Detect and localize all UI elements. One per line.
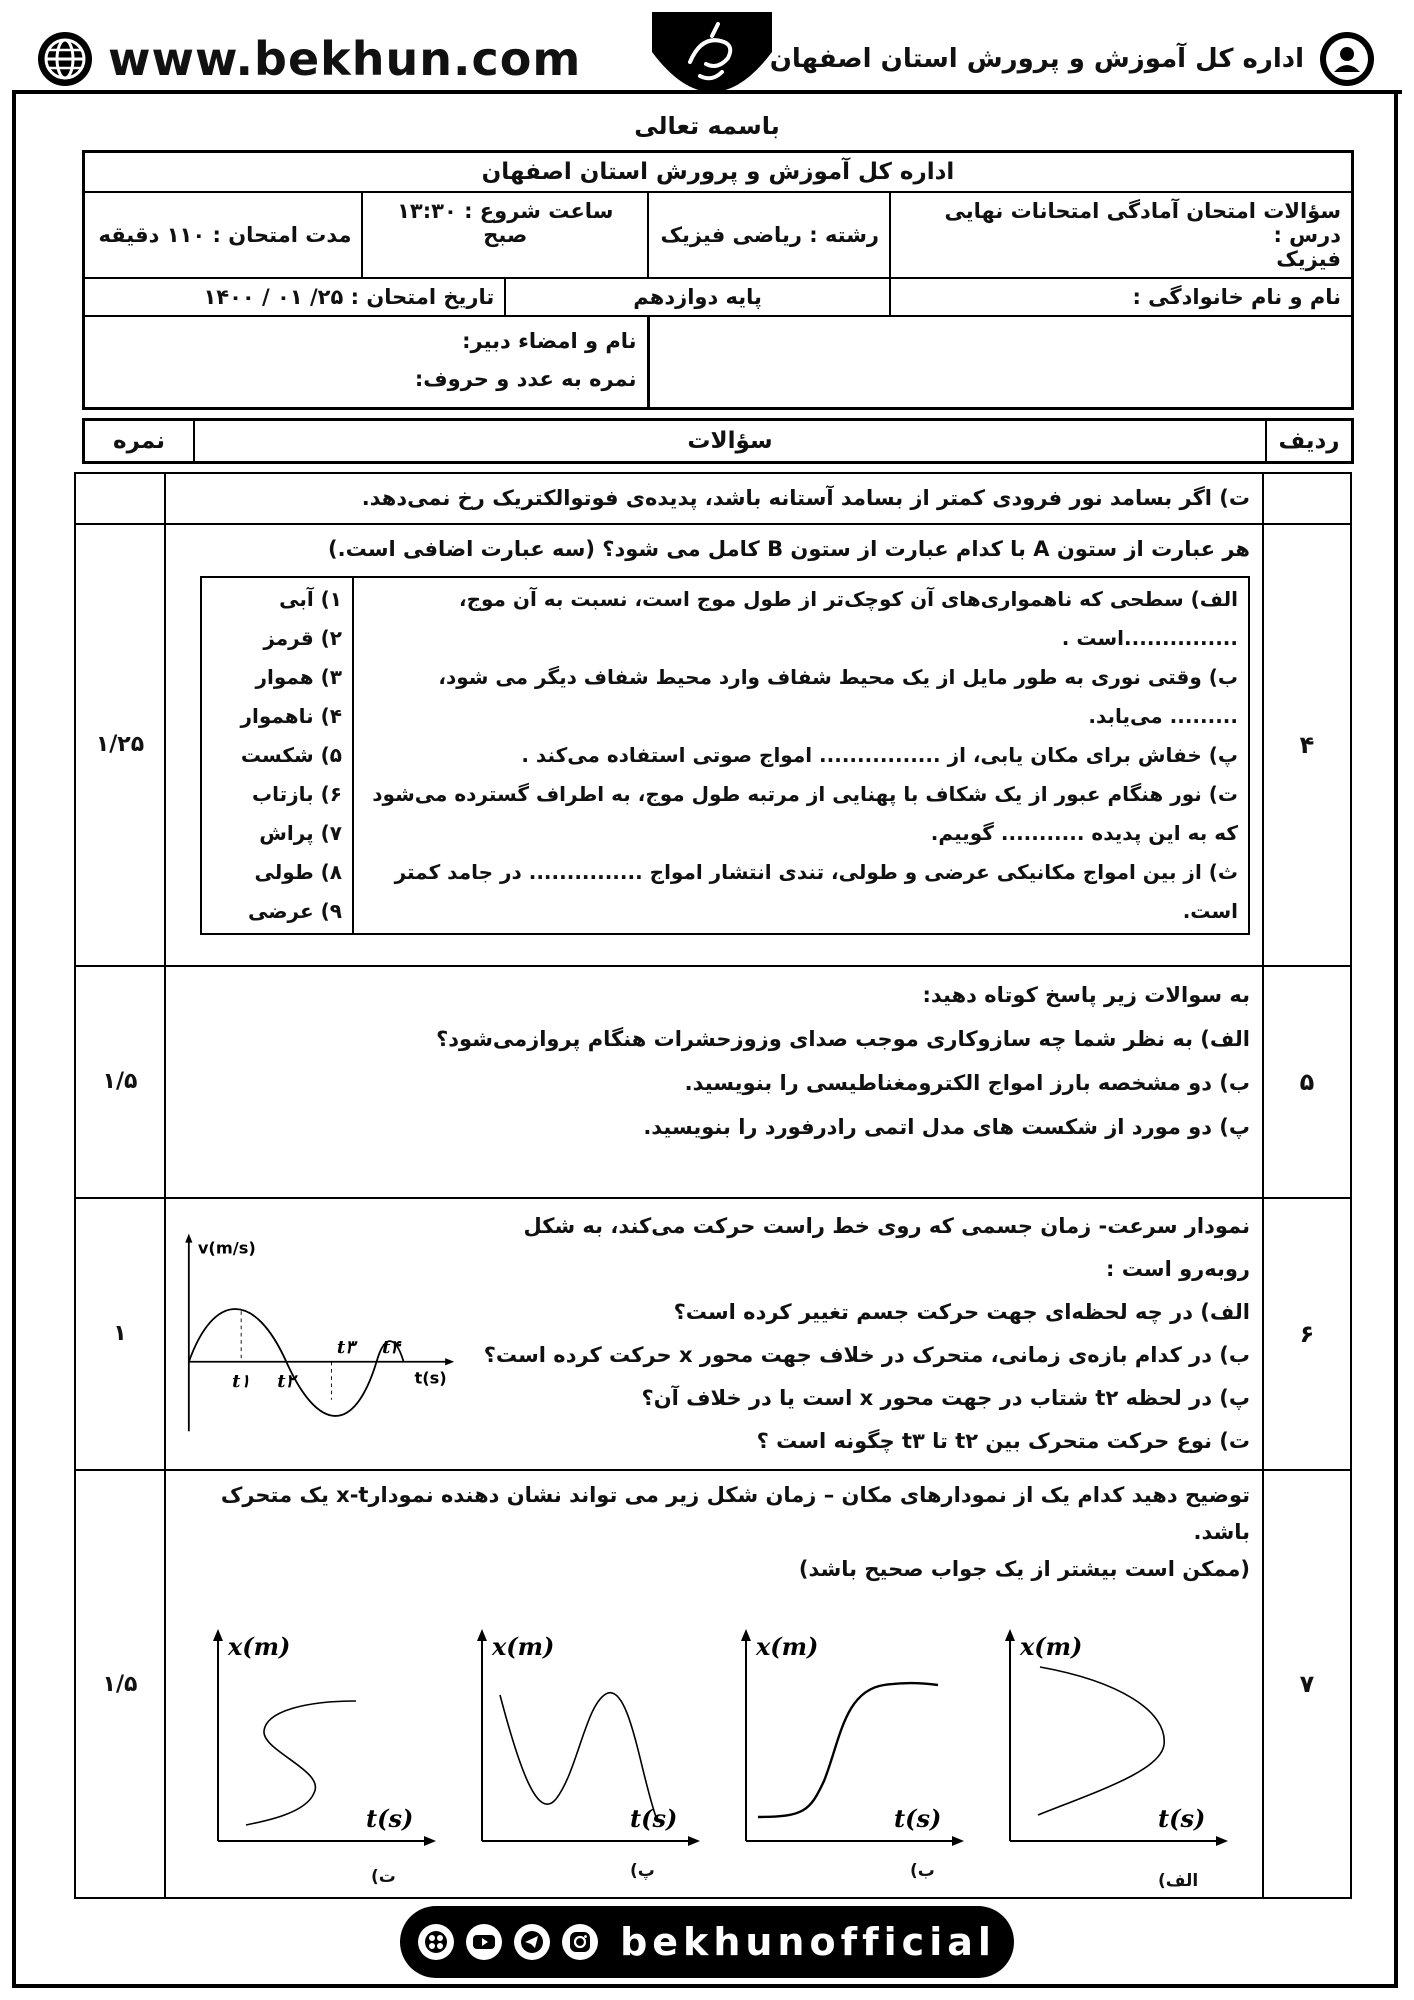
questions-header <box>82 418 1354 464</box>
bismillah-heading: باسمه تعالی <box>634 112 780 140</box>
velocity-time-graph <box>178 1217 458 1447</box>
q6-intro: نمودار سرعت- زمان جسمی که روی خط راست حرکت می‌کند، به شکل روبه‌رو است : <box>523 1213 1250 1281</box>
axis-y-label: x(m) <box>1020 1632 1083 1662</box>
t3-label: t۳ <box>336 1336 355 1358</box>
q6-item: الف) در چه لحظه‌ای جهت حرکت جسم تغییر کرده است؟ <box>673 1299 1250 1324</box>
q4-option: ۴) ناهموار <box>240 703 342 728</box>
q4-body <box>165 524 1263 966</box>
q4-option: ۵) شکست <box>240 742 342 767</box>
website-url[interactable]: www.bekhun.com <box>108 32 582 86</box>
q4-option: ۷) پراش <box>259 820 342 845</box>
axis-x-label: t(s) <box>1158 1804 1206 1834</box>
q6-number: ۶ <box>1263 1198 1351 1470</box>
q4-item: ت) نور هنگام عبور از یک شکاف با پهنایی از مرتبه طول موج، به اطراف گسترده می‌شود که به این پدیده ........... گوییم. <box>372 781 1238 845</box>
t-axis-arrow <box>445 1358 454 1365</box>
graph-option-alef <box>988 1621 1232 1891</box>
axis-y-label: x(m) <box>228 1632 291 1662</box>
graph-option-b <box>724 1621 968 1891</box>
q4-option: ۲) قرمز <box>263 625 342 650</box>
q4-matching-table <box>200 576 1250 935</box>
q4-item: ب) وقتی نوری به طور مایل از یک محیط شفاف وارد محیط شفاف دیگر می شود، ......... می‌یابد. <box>438 664 1238 728</box>
q7-graphs <box>178 1621 1250 1891</box>
q6-item: ب) در کدام بازه‌ی زمانی، متحرک در خلاف جهت محور x حرکت کرده است؟ <box>483 1342 1250 1367</box>
q6-text <box>458 1205 1250 1463</box>
website-block[interactable] <box>36 30 581 88</box>
row-score-blank <box>75 473 165 524</box>
q4-option: ۸) طولی <box>254 859 342 884</box>
t-axis-label: t(s) <box>414 1368 447 1388</box>
aparat-icon[interactable] <box>418 1924 454 1960</box>
course-label: سؤالات امتحان آمادگی امتحانات نهایی درس : <box>944 199 1341 247</box>
q4-item: پ) خفاش برای مکان یابی، از ................ امواج صوتی استفاده می‌کند . <box>521 742 1238 767</box>
office-title: اداره کل آموزش و پرورش استان اصفهان <box>769 44 1304 74</box>
v-axis-label: v(m/s) <box>197 1238 256 1258</box>
t2-label: t۲ <box>277 1370 296 1392</box>
q4-option: ۳) هموار <box>255 664 342 689</box>
column-questions: سؤالات <box>687 428 773 454</box>
start-label: ساعت شروع : <box>464 199 614 223</box>
q4-score: ۱/۲۵ <box>75 524 165 966</box>
top-banner <box>12 12 1402 94</box>
axis-y-label: x(m) <box>492 1632 555 1662</box>
q4-option: ۹) عرضی <box>248 898 342 923</box>
exam-header-table <box>82 150 1354 410</box>
footer-social-bar[interactable] <box>400 1906 1014 1978</box>
column-row: ردیف <box>1265 421 1351 461</box>
graph-option-p <box>460 1621 704 1891</box>
field-cell: رشته : ریاضی فیزیک <box>648 192 890 278</box>
q4-item: الف) سطحی که ناهمواری‌های آن کوچک‌تر از طول موج است، نسبت به آن موج، ...............است . <box>458 586 1238 650</box>
footer-handle[interactable]: bekhunofficial <box>620 1920 996 1964</box>
q7-intro: توضیح دهید کدام یک از نمودارهای مکان – زمان شکل زیر می تواند نشان دهنده نمودارx-t یک متحرک باشد. <box>220 1483 1250 1544</box>
student-name-cell: نام و نام خانوادگی : <box>890 278 1353 316</box>
bekhun-logo-icon <box>652 12 772 100</box>
globe-icon <box>36 30 94 88</box>
telegram-icon[interactable] <box>514 1924 550 1960</box>
graph-label: ب) <box>910 1861 935 1882</box>
graph-option-t <box>196 1621 440 1891</box>
q4-option: ۶) بازتاب <box>252 781 342 806</box>
axis-x-label: t(s) <box>630 1804 678 1834</box>
youtube-icon[interactable] <box>466 1924 502 1960</box>
questions-table <box>74 472 1352 1899</box>
q4-column-a <box>353 577 1249 934</box>
graph-label: الف) <box>1158 1871 1199 1892</box>
start-period: صبح <box>483 223 528 247</box>
instagram-icon[interactable] <box>562 1924 598 1960</box>
course-cell <box>890 192 1353 278</box>
q4-number: ۴ <box>1263 524 1351 966</box>
blank-cell <box>648 316 1353 409</box>
axis-x-label: t(s) <box>894 1804 942 1834</box>
axis-y-label: x(m) <box>756 1632 819 1662</box>
q5-item: ب) دو مشخصه بارز امواج الکترومغناطیسی را بنویسید. <box>684 1070 1250 1095</box>
q5-number: ۵ <box>1263 966 1351 1198</box>
duration-cell: مدت امتحان : ۱۱۰ دقیقه <box>84 192 363 278</box>
q4-item: ث) از بین امواج مکانیکی عرضی و طولی، تندی انتشار امواج ............... در جامد کمتر است. <box>394 859 1238 923</box>
teacher-label: نام و امضاء دبیر: <box>462 329 637 353</box>
q7-note: (ممکن است بیشتر از یک جواب صحیح باشد) <box>798 1556 1250 1581</box>
graph-label: ت) <box>371 1867 396 1888</box>
q6-body <box>165 1198 1263 1470</box>
profile-icon <box>1318 30 1376 88</box>
q6-item: ت) نوع حرکت متحرک بین t۲ تا t۳ چگونه است ؟ <box>756 1428 1250 1453</box>
course-name: فیزیک <box>1276 247 1341 271</box>
q5-item: پ) دو مورد از شکست های مدل اتمی رادرفورد را بنویسید. <box>643 1115 1250 1140</box>
q3-tail-text: ت) اگر بسامد نور فرودی کمتر از بسامد آستانه باشد، پدیده‌ی فوتوالکتریک رخ نمی‌دهد. <box>165 473 1263 524</box>
column-score: نمره <box>85 421 195 461</box>
q5-intro: به سوالات زیر پاسخ کوتاه دهید: <box>922 982 1250 1007</box>
start-cell <box>362 192 648 278</box>
start-time: ۱۳:۳۰ <box>397 199 457 223</box>
t4-label: t۴ <box>381 1336 401 1358</box>
q4-column-b <box>201 577 353 934</box>
score-words-label: نمره به عدد و حروف: <box>414 366 637 391</box>
teacher-cell <box>84 316 649 409</box>
q4-intro: هر عبارت از ستون A با کدام عبارت از ستون B کامل می شود؟ (سه عبارت اضافی است.) <box>328 536 1250 561</box>
q5-body <box>165 966 1263 1198</box>
q7-number: ۷ <box>1263 1470 1351 1898</box>
date-cell: تاریخ امتحان : ۲۵/ ۰۱ / ۱۴۰۰ <box>84 278 506 316</box>
graph-label: پ) <box>630 1861 655 1882</box>
q6-score: ۱ <box>75 1198 165 1470</box>
office-block <box>770 30 1376 88</box>
row-number-blank <box>1263 473 1351 524</box>
grade-cell: پایه دوازدهم <box>505 278 890 316</box>
q7-score: ۱/۵ <box>75 1470 165 1898</box>
q5-score: ۱/۵ <box>75 966 165 1198</box>
axis-x-label: t(s) <box>366 1804 414 1834</box>
exam-office: اداره کل آموزش و پرورش استان اصفهان <box>84 152 1353 193</box>
q6-item: پ) در لحظه t۲ شتاب در جهت محور x است یا در خلاف آن؟ <box>641 1385 1250 1410</box>
t1-label: t۱ <box>232 1370 251 1392</box>
v-axis-arrow <box>185 1233 192 1242</box>
q7-body <box>165 1470 1263 1898</box>
q5-item: الف) به نظر شما چه سازوکاری موجب صدای وزوزحشرات هنگام پرواز‌می‌شود؟ <box>436 1026 1250 1051</box>
q4-option: ۱) آبی <box>279 586 342 611</box>
